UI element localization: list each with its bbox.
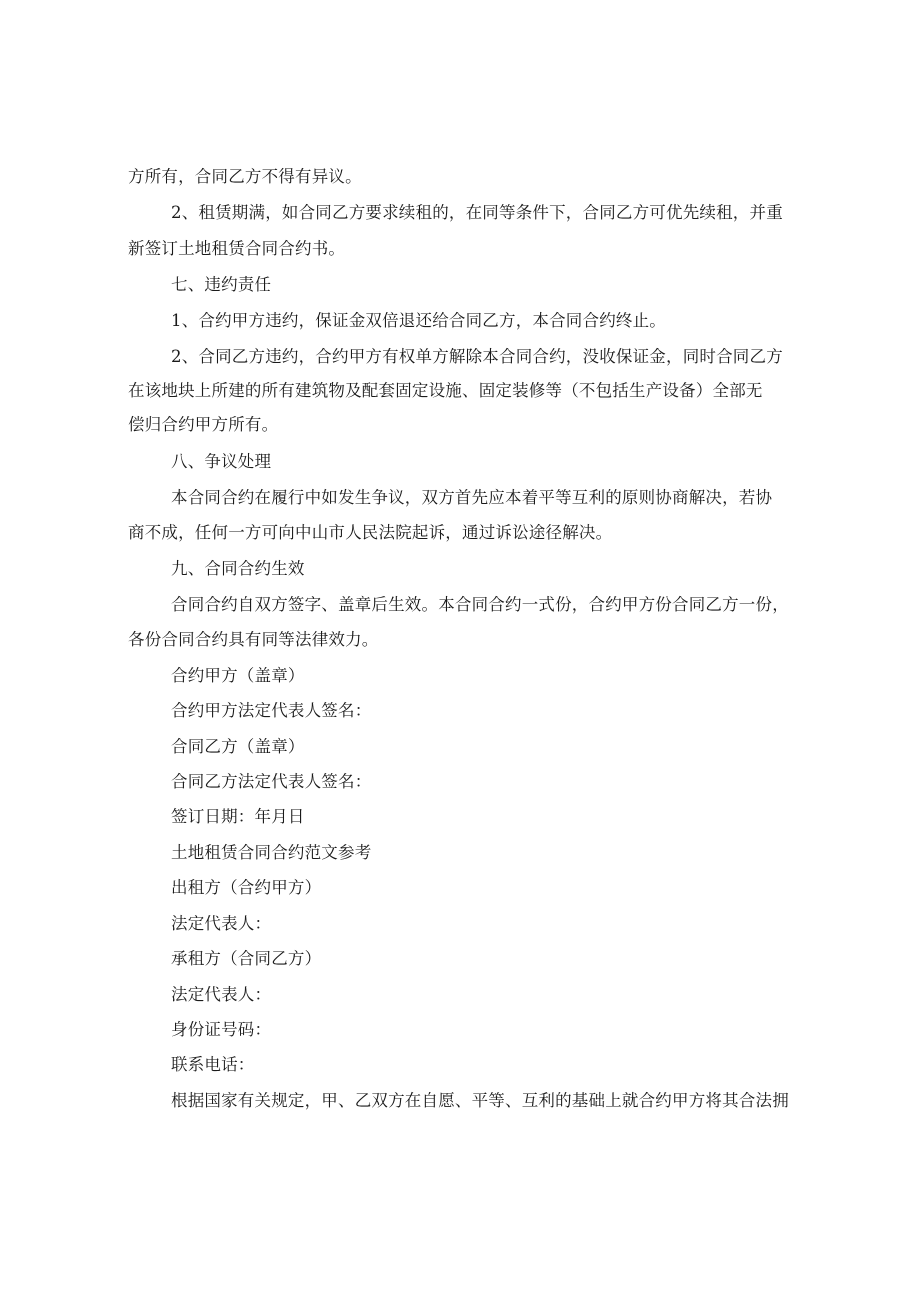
section-heading: 七、违约责任 — [171, 275, 272, 294]
party-field: 联系电话： — [171, 1055, 255, 1074]
section-heading: 九、合同合约生效 — [171, 559, 305, 578]
text-line: 在该地块上所建的所有建筑物及配套固定设施、固定装修等（不包括生产设备）全部无 — [128, 381, 763, 400]
party-field: 承租方（合同乙方） — [171, 949, 322, 968]
text-line: 方所有，合同乙方不得有异议。 — [128, 167, 362, 186]
text-line: 根据国家有关规定，甲、乙双方在自愿、平等、互利的基础上就合约甲方将其合法拥 — [171, 1091, 789, 1110]
text-line: 商不成，任何一方可向中山市人民法院起诉，通过诉讼途径解决。 — [128, 523, 613, 542]
signature-field: 合同乙方（盖章） — [171, 737, 305, 756]
party-field: 法定代表人： — [171, 914, 272, 933]
signature-field: 合约甲方法定代表人签名： — [171, 701, 372, 720]
party-field: 出租方（合约甲方） — [171, 878, 322, 897]
text-line: 本合同合约在履行中如发生争议，双方首先应本着平等互利的原则协商解决，若协 — [171, 488, 773, 507]
text-line: 2、合同乙方违约，合约甲方有权单方解除本合同合约，没收保证金，同时合同乙方 — [171, 347, 783, 366]
party-field: 法定代表人： — [171, 985, 272, 1004]
text-line: 新签订土地租赁合同合约书。 — [128, 239, 346, 258]
text-line: 合同合约自双方签字、盖章后生效。本合同合约一式份，合约甲方份合同乙方一份， — [171, 595, 789, 614]
document-title: 土地租赁合同合约范文参考 — [171, 843, 372, 862]
text-line: 1、合约甲方违约，保证金双倍退还给合同乙方，本合同合约终止。 — [171, 311, 666, 330]
signature-field: 合约甲方（盖章） — [171, 666, 305, 685]
party-field: 身份证号码： — [171, 1020, 272, 1039]
text-line: 偿归合约甲方所有。 — [128, 415, 279, 434]
text-line: 2、租赁期满，如合同乙方要求续租的，在同等条件下，合同乙方可优先续租，并重 — [171, 203, 783, 222]
date-field: 签订日期：年月日 — [171, 807, 305, 826]
signature-field: 合同乙方法定代表人签名： — [171, 772, 372, 791]
section-heading: 八、争议处理 — [171, 452, 272, 471]
text-line: 各份合同合约具有同等法律效力。 — [128, 630, 379, 649]
